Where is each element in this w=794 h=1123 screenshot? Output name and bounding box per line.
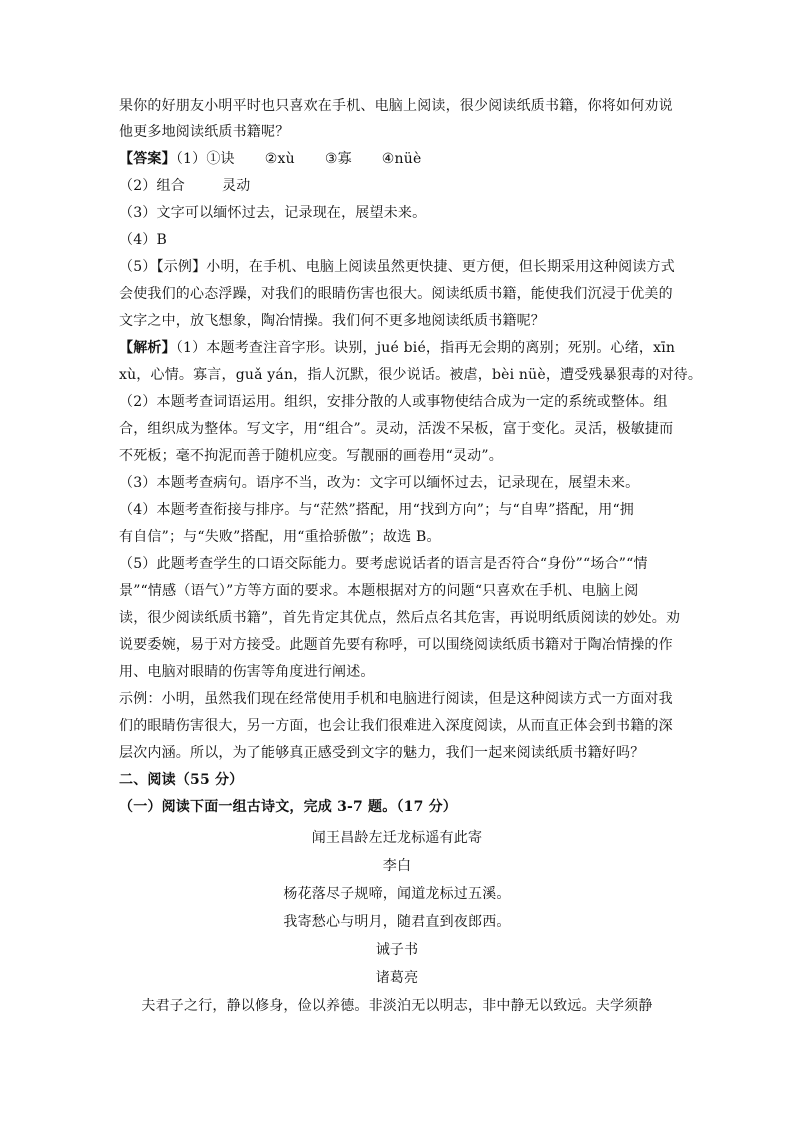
text-line: 会使我们的心态浮躁，对我们的眼睛伤害也很大。阅读纸质书籍，能使我们沉浸于优美的 [119,286,673,302]
essay-author: 诸葛亮 [375,970,419,986]
answer-item: ②xù [264,151,295,167]
text-line: xù，心情。寡言，guǎ yán，指人沉默，很少说话。被虐，bèi nüè，遭受残暴狠毒的对待。 [119,367,703,383]
text-line: 们的眼睛伤害很大，另一方面，也会让我们很难进入深度阅读，从而直正体会到书籍的深 [119,718,673,734]
essay-title: 诫子书 [375,942,419,958]
text-line: （4）B [119,232,167,248]
text-line: （5）【示例】小明，在手机、电脑上阅读虽然更快捷、更方便，但长期采用这种阅读方式 [119,259,675,275]
poem-title: 闻王昌龄左迁龙标遥有此寄 [311,830,483,846]
text-line: 示例：小明，虽然我们现在经常使用手机和电脑进行阅读，但是这种阅读方式一方面对我 [119,691,673,707]
text-line: 他更多地阅读纸质书籍呢？ [119,124,290,140]
section-heading: 二、阅读（55 分） [119,772,244,788]
analysis-text: （1）本题考查注音字形。诀别，jué bié，指再无会期的离别；死别。心绪，xīn [175,340,676,356]
text-line: 层次内涵。所以，为了能够真正感受到文字的魅力，我们一起来阅读纸质书籍好吗？ [119,745,645,761]
text-line: （2）本题考查词语运用。组织，安排分散的人或事物使结合成为一定的系统或整体。组 [119,394,668,410]
text-line: （4）本题考查衔接与排序。与“茫然”搭配，用“找到方向”；与“自卑”搭配，用“拥 [119,502,635,518]
text-line: 景”“情感（语气）”方等方面的要求。本题根据对方的问题“只喜欢在手机、电脑上阅 [119,583,639,599]
answer-item: ④nüè [381,151,422,167]
analysis-line [119,338,679,358]
text-line: 读，很少阅读纸质书籍”，首先肯定其优点，然后点名其危害，再说明纸质阅读的妙处。劝 [119,610,681,626]
answer-tag: 【答案】 [119,151,176,167]
text-line: 合，组织成为整体。写文字，用“组合”。灵动，活泼不呆板，富于变化。灵活，极敏捷而 [119,421,674,437]
answer-item: ③寡 [324,151,352,167]
text-line: 文字之中，放飞想象，陶冶情操。我们何不更多地阅读纸质书籍呢？ [119,313,545,329]
analysis-tag: 【解析】 [119,340,176,356]
text-line: （3）文字可以缅怀过去，记录现在，展望未来。 [119,205,427,221]
poem-line: 杨花落尽子规啼，闻道龙标过五溪。 [283,886,511,902]
answer-line [119,149,679,169]
text-line: 有自信”；与“失败”搭配，用“重拾骄傲”；故选 B。 [119,529,441,545]
poem-line: 我寄愁心与明月，随君直到夜郎西。 [283,914,511,930]
poem-author: 李白 [382,858,412,874]
text-line: （2）组合 灵动 [119,178,251,194]
answer-item: ①诀 [206,151,235,167]
text-line: 用、电脑对眼睛的伤害等角度进行阐述。 [119,664,375,680]
text-line: （3）本题考查病句。语序不当，改为：文字可以缅怀过去，记录现在，展望未来。 [119,475,640,491]
text-line: 不死板；毫不拘泥而善于随机应变。写靓丽的画卷用“灵动”。 [119,448,503,464]
text-line: 说要委婉，易于对方接受。此题首先要有称呼，可以围绕阅读纸质书籍对于陶冶情操的作 [119,637,673,653]
subsection-heading: （一）阅读下面一组古诗文，完成 3-7 题。（17 分） [119,799,457,815]
text-line: 果你的好朋友小明平时也只喜欢在手机、电脑上阅读，很少阅读纸质书籍，你将如何劝说 [119,98,673,114]
essay-text: 夫君子之行，静以修身，俭以养德。非淡泊无以明志，非中静无以致远。夫学须静 [141,998,653,1014]
text-line: （5）此题考查学生的口语交际能力。要考虑说话者的语言是否符合“身份”“场合”“情 [119,556,648,572]
answer-prefix: （1） [175,151,207,167]
